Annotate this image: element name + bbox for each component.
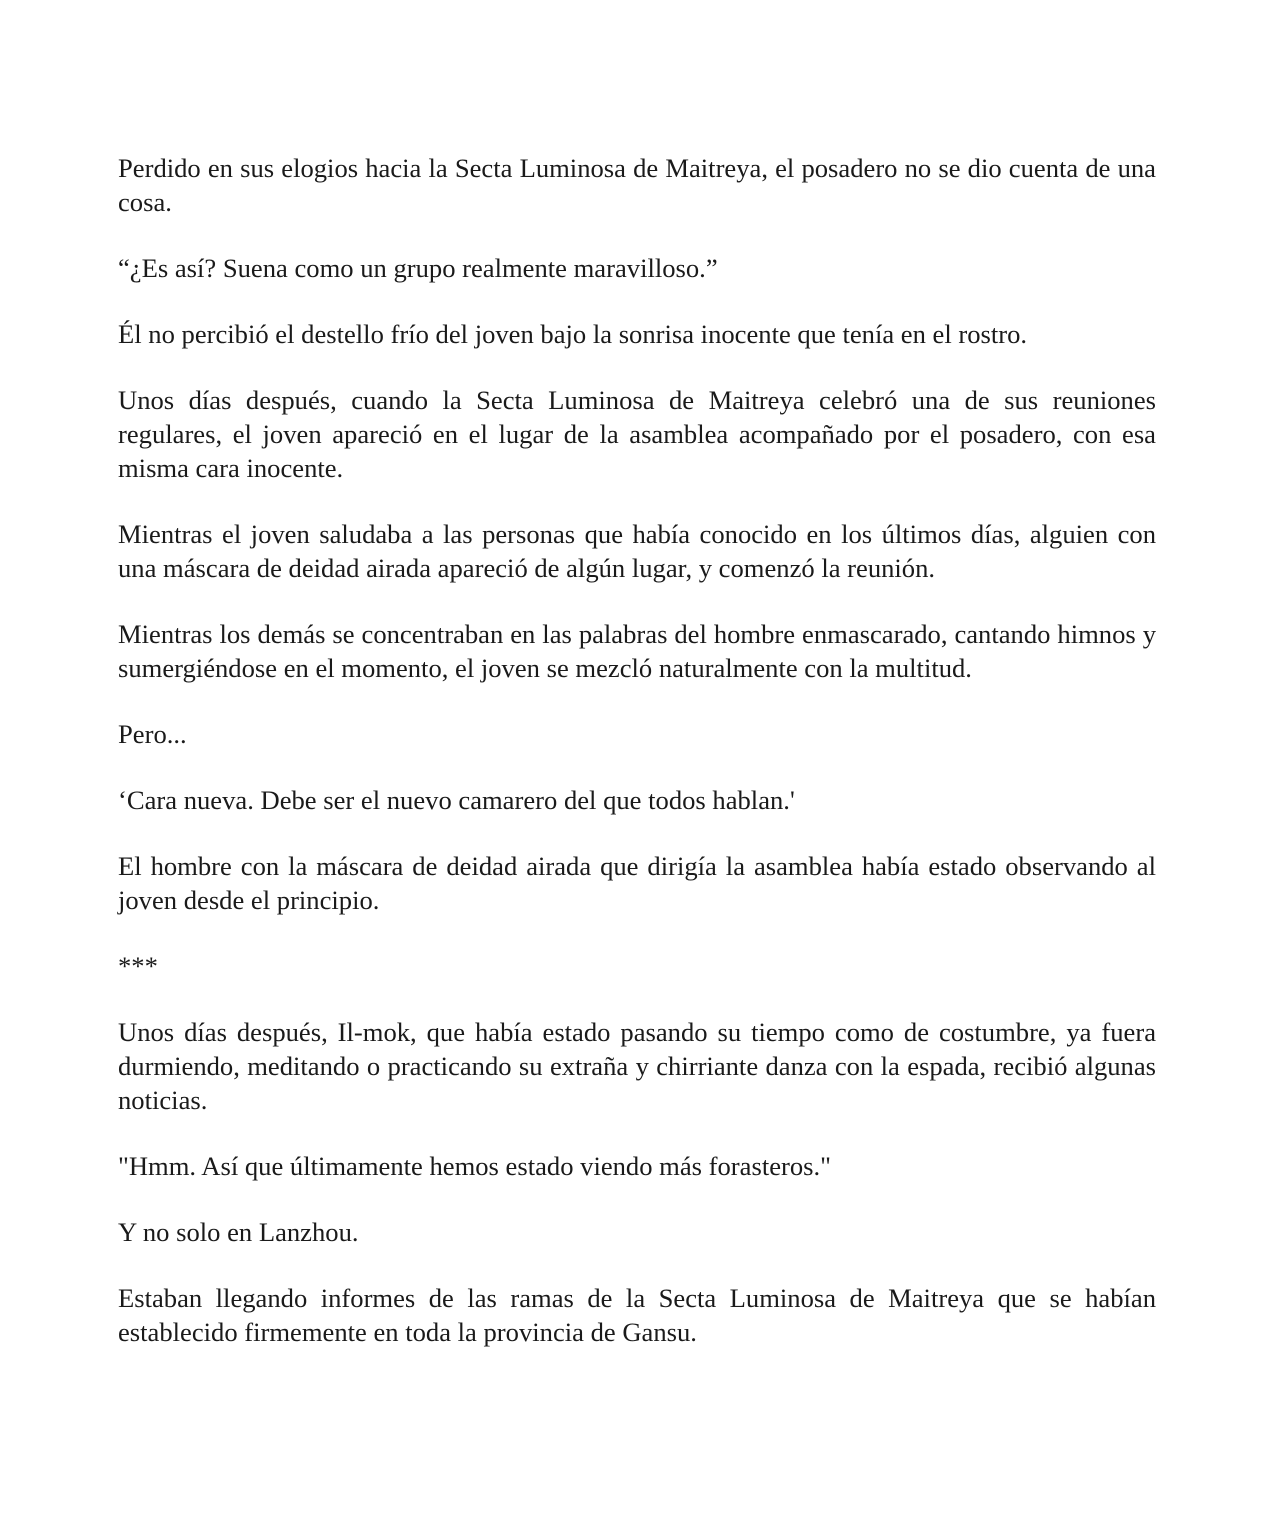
paragraph: Unos días después, Il-mok, que había estado pasando su tiempo como de costumbre, ya fuera durmiendo, meditando o practicando su extraña y chirriante danza con la espada, recibió algunas noticias. xyxy=(118,1017,1156,1115)
paragraph: Mientras el joven saludaba a las personas que había conocido en los últimos días, alguien con una máscara de deidad airada apareció de algún lugar, y comenzó la reunión. xyxy=(118,519,1156,583)
paragraph: ‘Cara nueva. Debe ser el nuevo camarero del que todos hablan.' xyxy=(118,785,795,815)
paragraph: El hombre con la máscara de deidad airada que dirigía la asamblea había estado observando al joven desde el principio. xyxy=(118,851,1156,915)
scene-break: *** xyxy=(118,951,158,981)
paragraph: Perdido en sus elogios hacia la Secta Luminosa de Maitreya, el posadero no se dio cuenta de una cosa. xyxy=(118,153,1156,217)
paragraph: Y no solo en Lanzhou. xyxy=(118,1217,359,1247)
paragraph: Mientras los demás se concentraban en las palabras del hombre enmascarado, cantando himnos y sumergiéndose en el momento, el joven se mezcló naturalmente con la multitud. xyxy=(118,619,1156,683)
paragraph: Pero... xyxy=(118,719,187,749)
paragraph: Estaban llegando informes de las ramas de la Secta Luminosa de Maitreya que se habían establecido firmemente en toda la provincia de Gansu. xyxy=(118,1283,1156,1347)
paragraph: "Hmm. Así que últimamente hemos estado viendo más forasteros." xyxy=(118,1151,832,1181)
paragraph: Unos días después, cuando la Secta Luminosa de Maitreya celebró una de sus reuniones regulares, el joven apareció en el lugar de la asamblea acompañado por el posadero, con esa misma cara inocente. xyxy=(118,385,1156,483)
paragraph: Él no percibió el destello frío del joven bajo la sonrisa inocente que tenía en el rostro. xyxy=(118,319,1028,349)
document-page xyxy=(118,151,1156,1381)
paragraph: “¿Es así? Suena como un grupo realmente maravilloso.” xyxy=(118,253,718,283)
